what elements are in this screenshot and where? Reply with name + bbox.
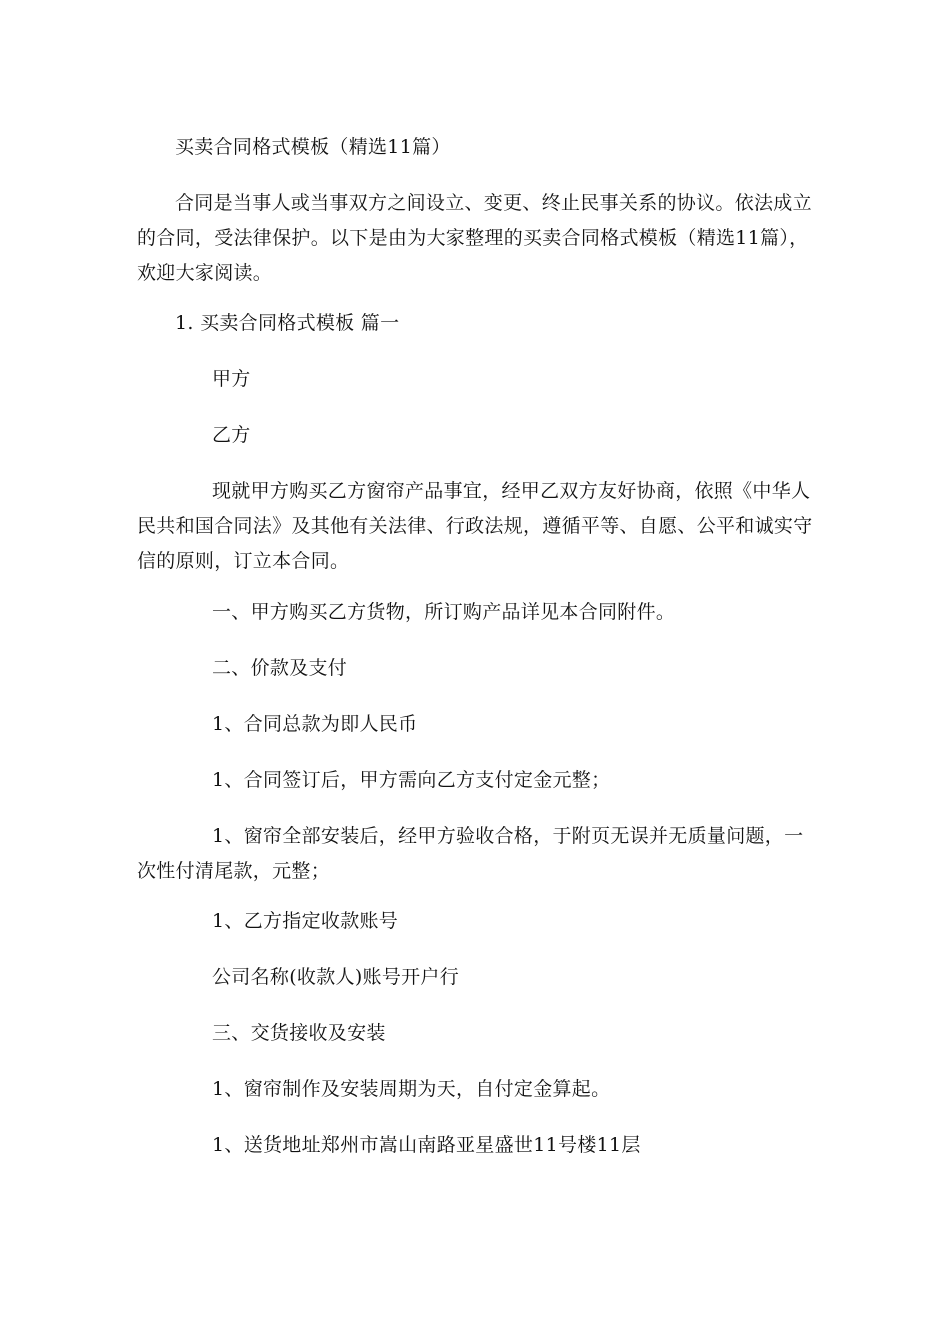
clause-2-item-4: 1、乙方指定收款账号	[212, 910, 399, 932]
clause-3-item-1: 1、窗帘制作及安装周期为天，自付定金算起。	[212, 1078, 611, 1100]
intro-line-1: 合同是当事人或当事双方之间设立、变更、终止民事关系的协议。依法成立	[175, 192, 812, 214]
preamble-line-2: 民共和国合同法》及其他有关法律、行政法规，遵循平等、自愿、公平和诚实守	[137, 515, 813, 537]
account-info-line: 公司名称(收款人)账号开户行	[212, 966, 460, 988]
clause-3-heading: 三、交货接收及安装	[212, 1022, 386, 1044]
party-a-label: 甲方	[212, 368, 251, 390]
clause-2-item-2: 1、合同签订后，甲方需向乙方支付定金元整；	[212, 769, 611, 791]
party-b-label: 乙方	[212, 424, 251, 446]
preamble-paragraph-cont	[137, 509, 813, 579]
preamble-paragraph	[212, 474, 842, 509]
document-title: 买卖合同格式模板（精选11篇）	[175, 136, 451, 158]
clause-2-item-3-line-1: 1、窗帘全部安装后，经甲方验收合格，于附页无误并无质量问题，一	[212, 825, 804, 847]
preamble-line-3: 信的原则，订立本合同。	[137, 550, 350, 572]
clause-2-item-3-cont	[137, 854, 767, 889]
clause-2-item-1: 1、合同总款为即人民币	[212, 713, 418, 735]
intro-paragraph	[175, 186, 812, 221]
preamble-line-1: 现就甲方购买乙方窗帘产品事宜，经甲乙双方友好协商，依照《中华人	[212, 480, 811, 502]
clause-1: 一、甲方购买乙方货物，所订购产品详见本合同附件。	[212, 601, 676, 623]
section-heading: 1. 买卖合同格式模板 篇一	[175, 312, 400, 334]
clause-2-item-3-line-2: 次性付清尾款，元整；	[137, 860, 331, 882]
intro-line-3: 欢迎大家阅读。	[137, 262, 273, 284]
clause-2-heading: 二、价款及支付	[212, 657, 348, 679]
clause-3-item-2: 1、送货地址郑州市嵩山南路亚星盛世11号楼11层	[212, 1134, 641, 1156]
intro-line-2: 的合同，受法律保护。以下是由为大家整理的买卖合同格式模板（精选11篇），	[137, 227, 809, 249]
intro-paragraph-cont	[137, 221, 809, 291]
clause-2-item-3	[212, 819, 842, 854]
